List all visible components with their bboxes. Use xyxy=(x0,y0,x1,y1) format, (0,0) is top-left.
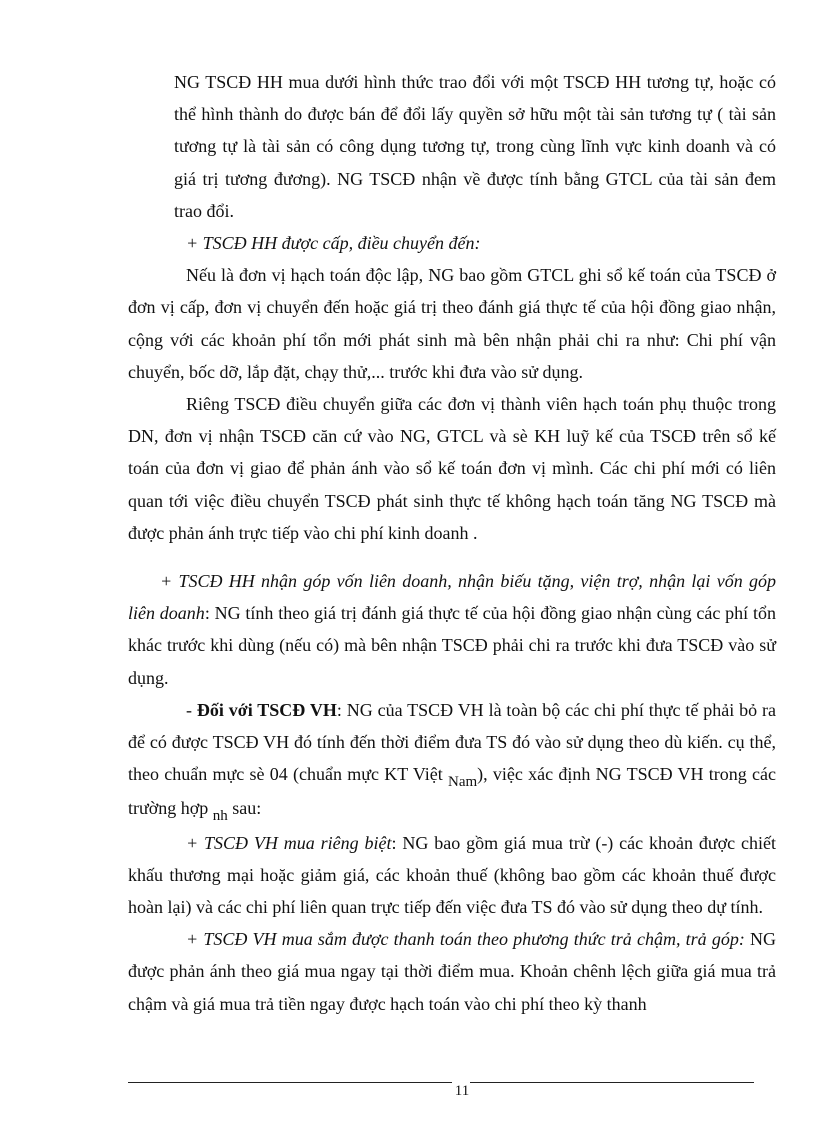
intangible-sub-nh: nh xyxy=(212,808,228,825)
capital-contribution-text: : NG tính theo giá trị đánh giá thực tế của hội đồng giao nhận cùng các phí tổn khác trước khi dùng (nếu có) mà bên nhận TSCĐ phải chi ra trước khi đưa TSCĐ vào sử dụng. xyxy=(128,603,776,688)
heading-allocated-asset-text: + TSCĐ HH được cấp, điều chuyển đến: xyxy=(186,233,481,254)
paragraph-capital-contribution xyxy=(128,565,776,694)
heading-allocated-asset xyxy=(128,227,776,259)
paragraph-separate-purchase xyxy=(128,827,776,924)
paragraph-independent-unit-text: Nếu là đơn vị hạch toán độc lập, NG bao gồm GTCL ghi sổ kế toán của TSCĐ ở đơn vị cấp, đơn vị chuyển đến hoặc giá trị theo đánh giá thực tế của hội đồng giao nhận, cộng với các khoản phí tổn mới phát sinh mà bên nhận phải chi ra như: Chi phí vận chuyển, bốc dỡ, lắp đặt, chạy thử,... trước khi đưa vào sử dụng. xyxy=(128,265,776,382)
paragraph-deferred-payment xyxy=(128,923,776,1020)
paragraph-internal-transfer xyxy=(128,388,776,549)
separate-purchase-text: : NG bao gồm giá mua trừ (-) các khoản được chiết khấu thương mại hoặc giảm giá, các khoản thuế (không bao gồm các khoản thuế được hoàn lại) và các chi phí liên quan trực tiếp đến việc đưa TS đó vào sử dụng theo dự tính. xyxy=(128,832,776,918)
intangible-text-a: : NG của TSCĐ VH là toàn bộ các chi phí thực tế phải bỏ ra để có được TSCĐ VH đó tính đến thời điểm đưa TS đó vào sử dụng theo dù kiến. cụ thể, theo chuẩn mực sè 04 (chuẩn mực KT Việt xyxy=(128,699,776,785)
intangible-text-b: ), việc xác định NG TSCĐ VH trong các trường hợp xyxy=(128,764,776,819)
paragraph-exchange-text: NG TSCĐ HH mua dưới hình thức trao đổi với một TSCĐ HH tương tự, hoặc có thể hình thành do được bán để đổi lấy quyền sở hữu một tài sản tương tự ( tài sản tương tự là tài sản có công dụng tương tự, trong cùng lĩnh vực kinh doanh và có giá trị tương đương). NG TSCĐ nhận về được tính bằng GTCL của tài sản đem trao đổi. xyxy=(174,72,776,221)
footer-rule-left xyxy=(128,1082,452,1083)
separate-purchase-heading: + TSCĐ VH mua riêng biệt xyxy=(186,832,392,853)
intangible-dash: - xyxy=(186,699,197,720)
page-number: 11 xyxy=(454,1083,470,1099)
intangible-text-c: sau: xyxy=(227,798,262,819)
paragraph-internal-transfer-text: Riêng TSCĐ điều chuyển giữa các đơn vị thành viên hạch toán phụ thuộc trong DN, đơn vị nhận TSCĐ căn cứ vào NG, GTCL và sè KH luỹ kế của TSCĐ trên sổ kế toán của đơn vị giao để phản ánh vào sổ kế toán đơn vị mình. Các chi phí mới có liên quan tới việc điều chuyển TSCĐ phát sinh thực tế không hạch toán tăng NG TSCĐ mà được phản ánh trực tiếp vào chi phí kinh doanh . xyxy=(128,394,776,543)
paragraph-exchange xyxy=(128,66,776,227)
paragraph-intangible-assets xyxy=(128,694,776,827)
body-text xyxy=(128,66,776,1020)
intangible-sub-nam: Nam xyxy=(448,774,478,791)
footer-rule-right xyxy=(470,1082,754,1083)
intangible-heading: Đối với TSCĐ VH xyxy=(196,699,337,720)
capital-contribution-heading: + TSCĐ HH nhận góp vốn liên doanh, nhận biếu tặng, viện trợ, nhận lại vốn góp liên doanh xyxy=(128,571,776,624)
paragraph-independent-unit xyxy=(128,259,776,388)
deferred-payment-text: NG được phản ánh theo giá mua ngay tại thời điểm mua. Khoản chênh lệch giữa giá mua trả chậm và giá mua trả tiền ngay được hạch toán vào chi phí theo kỳ thanh xyxy=(128,929,777,1014)
deferred-payment-heading: + TSCĐ VH mua sắm được thanh toán theo phương thức trả chậm, trả góp: xyxy=(186,929,745,950)
paragraph-gap xyxy=(128,549,776,565)
